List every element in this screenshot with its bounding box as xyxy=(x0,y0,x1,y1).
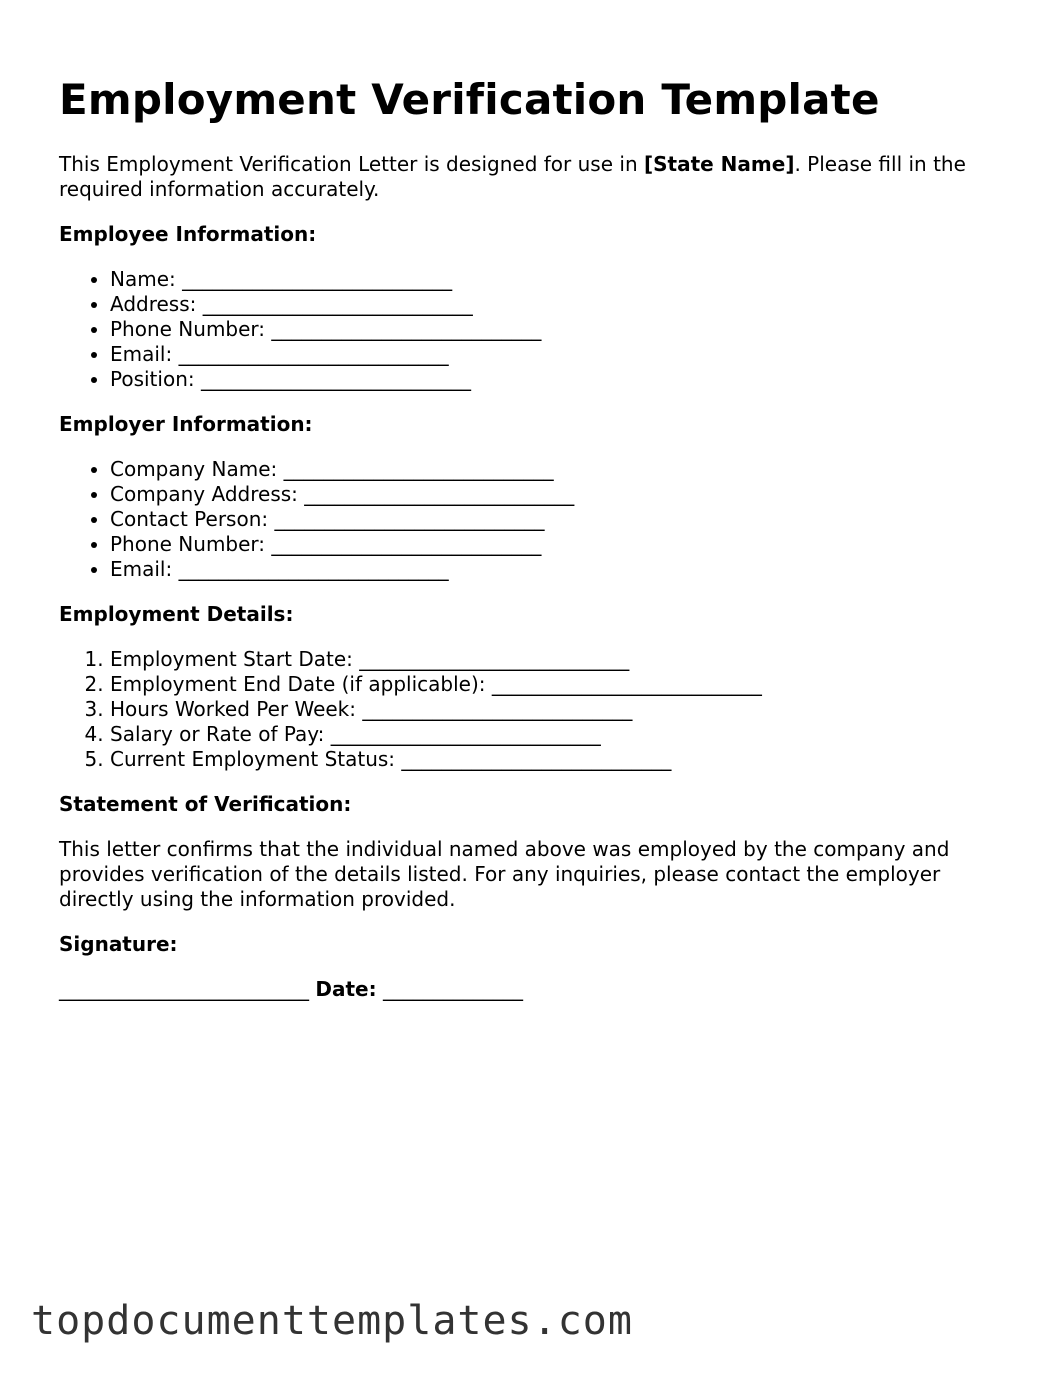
fill-in-line[interactable]: ___________________________ xyxy=(182,267,453,291)
fill-in-line[interactable]: ___________________________ xyxy=(202,292,473,316)
state-name-placeholder: [State Name] xyxy=(643,152,795,176)
employment-status-field: 5. Current Employment Status: ___________________________ xyxy=(110,747,1009,772)
company-name-field: • Company Name: ___________________________ xyxy=(110,457,1009,482)
employee-email-field: • Email: ___________________________ xyxy=(110,342,1009,367)
hours-per-week-field: 3. Hours Worked Per Week: ___________________________ xyxy=(110,697,1009,722)
date-label: Date: xyxy=(315,977,377,1001)
salary-field: 4. Salary or Rate of Pay: ___________________________ xyxy=(110,722,1009,747)
intro-text-before: This Employment Verification Letter is designed for use in xyxy=(59,152,644,176)
document-page xyxy=(59,70,1009,1002)
employer-phone-field: • Phone Number: ___________________________ xyxy=(110,532,1009,557)
employment-details-heading: Employment Details: xyxy=(59,602,294,626)
statement-paragraph: This letter confirms that the individual named above was employed by the company and provides verification of the details listed. For any inquiries, please contact the employer directly using the information provided. xyxy=(59,837,950,911)
employer-information-list xyxy=(59,457,1009,582)
employer-email-field: • Email: ___________________________ xyxy=(110,557,1009,582)
fill-in-line[interactable]: ___________________________ xyxy=(200,367,471,391)
fill-in-line[interactable]: ___________________________ xyxy=(491,672,762,696)
fill-in-line[interactable]: ___________________________ xyxy=(271,532,542,556)
employee-address-field: • Address: ___________________________ xyxy=(110,292,1009,317)
signature-row xyxy=(59,977,1009,1002)
watermark: topdocumenttemplates.com xyxy=(31,1298,633,1344)
fill-in-line[interactable]: ___________________________ xyxy=(359,647,630,671)
intro-paragraph xyxy=(59,152,1009,202)
fill-in-line[interactable]: ___________________________ xyxy=(283,457,554,481)
statement-heading: Statement of Verification: xyxy=(59,792,352,816)
fill-in-line[interactable]: ___________________________ xyxy=(178,557,449,581)
signature-heading: Signature: xyxy=(59,932,178,956)
employee-information-heading: Employee Information: xyxy=(59,222,317,246)
start-date-field: 1. Employment Start Date: ___________________________ xyxy=(110,647,1009,672)
employee-name-field: • Name: ___________________________ xyxy=(110,267,1009,292)
end-date-field: 2. Employment End Date (if applicable): ___________________________ xyxy=(110,672,1009,697)
signature-line[interactable]: _________________________ xyxy=(59,977,309,1001)
company-address-field: • Company Address: ___________________________ xyxy=(110,482,1009,507)
employment-details-list xyxy=(59,647,1009,772)
fill-in-line[interactable]: ___________________________ xyxy=(274,507,545,531)
intro-text-after: . Please fill in the required information accurately. xyxy=(59,152,966,201)
employer-information-heading: Employer Information: xyxy=(59,412,313,436)
date-line[interactable]: ______________ xyxy=(382,977,523,1001)
employee-position-field: • Position: ___________________________ xyxy=(110,367,1009,392)
fill-in-line[interactable]: ___________________________ xyxy=(362,697,633,721)
page-title: Employment Verification Template xyxy=(59,75,880,124)
fill-in-line[interactable]: ___________________________ xyxy=(178,342,449,366)
fill-in-line[interactable]: ___________________________ xyxy=(304,482,575,506)
employee-phone-field: • Phone Number: ___________________________ xyxy=(110,317,1009,342)
contact-person-field: • Contact Person: ___________________________ xyxy=(110,507,1009,532)
fill-in-line[interactable]: ___________________________ xyxy=(330,722,601,746)
fill-in-line[interactable]: ___________________________ xyxy=(401,747,672,771)
fill-in-line[interactable]: ___________________________ xyxy=(271,317,542,341)
employee-information-list xyxy=(59,267,1009,392)
